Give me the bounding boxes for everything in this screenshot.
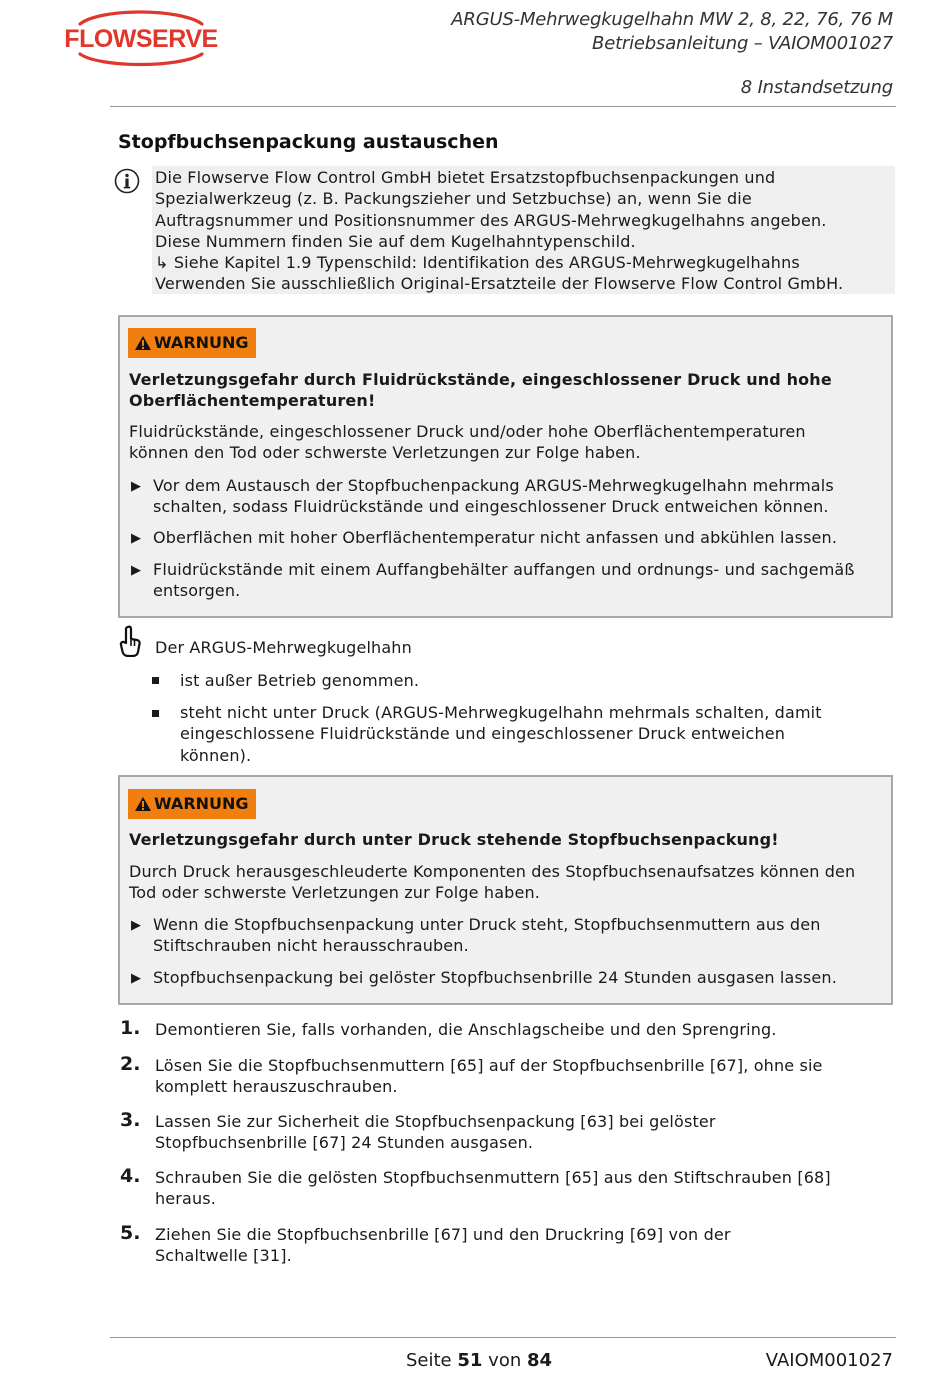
warning-badge: WARNUNG xyxy=(128,789,256,819)
info-reference[interactable]: ↳ Siehe Kapitel 1.9 Typenschild: Identifikation des ARGUS-Mehrwegkugelhahns xyxy=(155,253,800,273)
step-text: Lassen Sie zur Sicherheit die Stopfbuchsenpackung [63] bei gelöster Stopfbuchsenbrille [67] 24 Stunden ausgasen. xyxy=(155,1112,716,1153)
footer-divider xyxy=(110,1337,896,1338)
info-line: Die Flowserve Flow Control GmbH bietet Ersatzstopfbuchsenpackungen und xyxy=(155,168,776,187)
step-text: Ziehen Sie die Stopfbuchsenbrille [67] und den Druckring [69] von der Schaltwelle [31]. xyxy=(155,1225,731,1266)
warning-badge: WARNUNG xyxy=(128,328,256,358)
step-text: Schrauben Sie die gelösten Stopfbuchsenmuttern [65] aus den Stiftschrauben [68] heraus. xyxy=(155,1168,831,1209)
warning-body: Fluidrückstände, eingeschlossener Druck und/oder hohe Oberflächentemperaturen können den Tod oder schwerste Verletzungen zur Folge haben. xyxy=(129,422,806,463)
warning-triangle-icon xyxy=(134,335,152,351)
warning-action: Oberflächen mit hoher Oberflächentemperatur nicht anfassen und abkühlen lassen. xyxy=(153,528,838,547)
footer-doc-id: VAIOM001027 xyxy=(765,1350,893,1371)
warning-action: Fluidrückstände mit einem Auffangbehälter auffangen und ordnungs- und sachgemäß entsorgen. xyxy=(153,560,855,601)
logo-wordmark: FLOWSERVE xyxy=(64,25,218,53)
info-line: Verwenden Sie ausschließlich Original-Ersatzteile der Flowserve Flow Control GmbH. xyxy=(155,274,844,294)
square-bullet-icon xyxy=(152,677,159,684)
info-text xyxy=(155,167,843,295)
info-line: Auftragsnummer und Positionsnummer des ARGUS-Mehrwegkugelhahns angeben. xyxy=(155,210,827,230)
step-number: 2. xyxy=(120,1053,141,1075)
precondition-item: ist außer Betrieb genommen. xyxy=(180,671,420,690)
square-bullet-icon xyxy=(152,710,159,717)
action-arrow-icon: ▶ xyxy=(131,971,141,986)
precondition-intro: Der ARGUS-Mehrwegkugelhahn xyxy=(155,638,412,657)
chapter-title: 8 Instandsetzung xyxy=(740,77,893,98)
warning-action: Vor dem Austausch der Stopfbuchenpackung ARGUS-Mehrwegkugelhahn mehrmals schalten, sodass Fluidrückstände und eingeschlossener Druck entweichen können. xyxy=(153,476,834,517)
warning-heading: Verletzungsgefahr durch unter Druck stehende Stopfbuchsenpackung! xyxy=(129,830,779,849)
doc-subtitle: Betriebsanleitung – VAIOM001027 xyxy=(592,33,893,54)
precondition-item: steht nicht unter Druck (ARGUS-Mehrwegkugelhahn mehrmals schalten, damit eingeschlossene Fluidrückstände und eingeschlossener Druck entweichen können). xyxy=(180,703,822,765)
pointing-hand-icon xyxy=(118,625,142,657)
section-title: Stopfbuchsenpackung austauschen xyxy=(118,131,499,153)
step-number: 5. xyxy=(120,1222,141,1244)
doc-title: ARGUS-Mehrwegkugelhahn MW 2, 8, 22, 76, 76 M xyxy=(451,9,893,30)
action-arrow-icon: ▶ xyxy=(131,531,141,546)
page-number: Seite 51 von 84 xyxy=(406,1350,553,1371)
info-icon xyxy=(114,168,140,194)
header-divider xyxy=(110,106,896,107)
info-line: Diese Nummern finden Sie auf dem Kugelhahntypenschild. xyxy=(155,231,636,251)
warning-action: Stopfbuchsenpackung bei gelöster Stopfbuchsenbrille 24 Stunden ausgasen lassen. xyxy=(153,968,837,987)
warning-body: Durch Druck herausgeschleuderte Komponenten des Stopfbuchsenaufsatzes können den Tod oder schwerste Verletzungen zur Folge haben. xyxy=(129,862,856,903)
step-number: 4. xyxy=(120,1165,141,1187)
reference-arrow-icon: ↳ xyxy=(155,253,169,273)
action-arrow-icon: ▶ xyxy=(131,563,141,578)
flowserve-logo xyxy=(56,6,226,68)
warning-action: Wenn die Stopfbuchsenpackung unter Druck steht, Stopfbuchsenmuttern aus den Stiftschrauben nicht herausschrauben. xyxy=(153,915,821,956)
action-arrow-icon: ▶ xyxy=(131,918,141,933)
warning-triangle-icon xyxy=(134,796,152,812)
step-number: 1. xyxy=(120,1017,141,1039)
step-number: 3. xyxy=(120,1109,141,1131)
step-text: Lösen Sie die Stopfbuchsenmuttern [65] auf der Stopfbuchsenbrille [67], ohne sie komplett herauszuschrauben. xyxy=(155,1056,823,1097)
warning-heading: Verletzungsgefahr durch Fluidrückstände, eingeschlossener Druck und hohe Oberflächentemperaturen! xyxy=(129,370,832,411)
action-arrow-icon: ▶ xyxy=(131,479,141,494)
info-line: Spezialwerkzeug (z. B. Packungszieher und Setzbuchse) an, wenn Sie die xyxy=(155,189,752,209)
step-text: Demontieren Sie, falls vorhanden, die Anschlagscheibe und den Sprengring. xyxy=(155,1020,777,1039)
